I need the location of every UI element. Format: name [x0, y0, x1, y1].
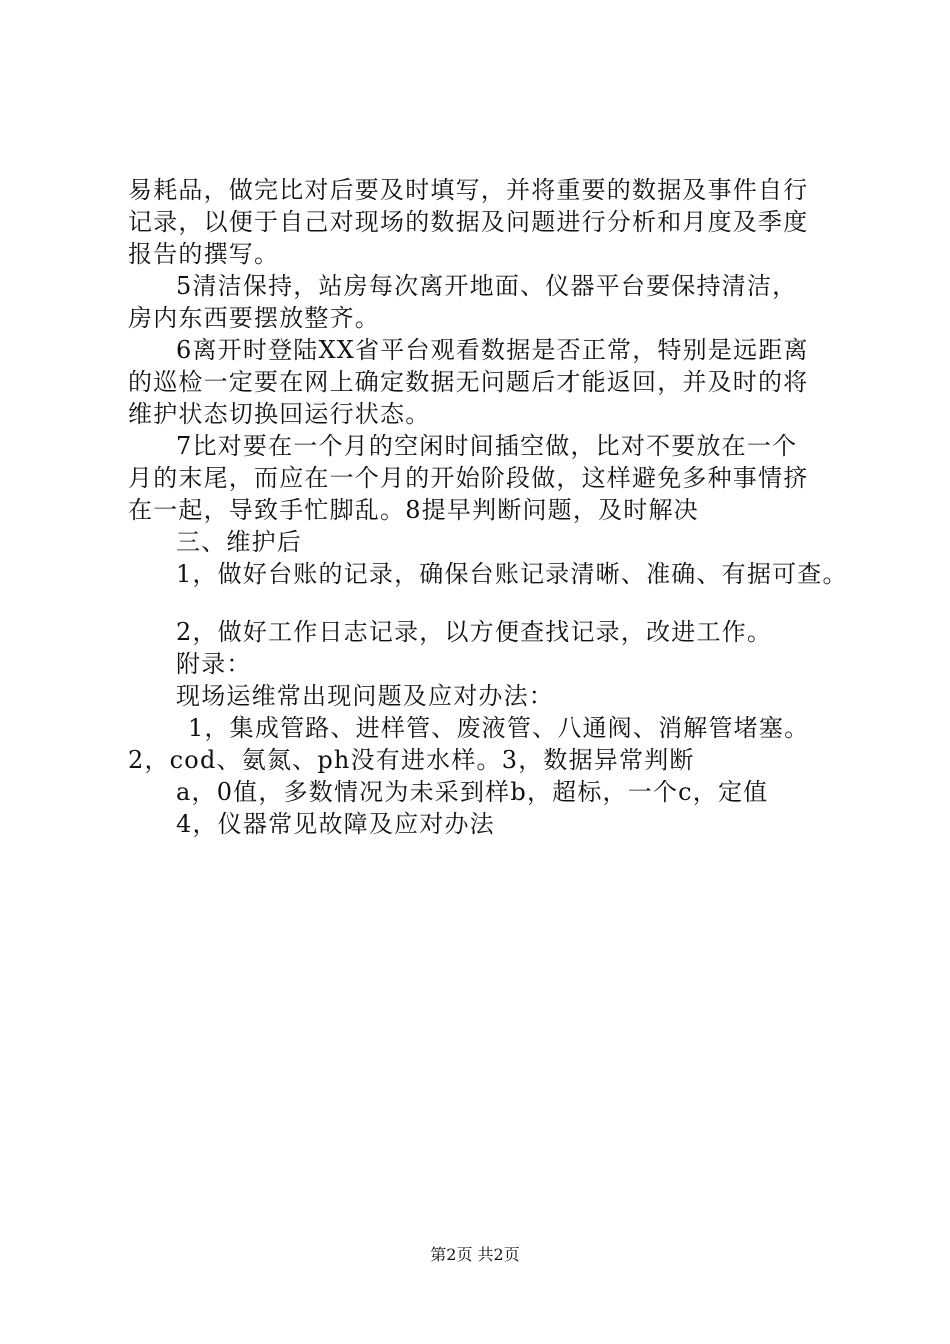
body-line-18: 2，cod、氨氮、ph没有进水样。3，数据异常判断 — [128, 746, 695, 774]
body-line-4: 5清洁保持，站房每次离开地面、仪器平台要保持清洁， — [176, 272, 798, 300]
body-line-1: 易耗品，做完比对后要及时填写，并将重要的数据及事件自行 — [128, 176, 809, 204]
body-line-13: 1，做好台账的记录，确保台账记录清晰、准确、有据可查。 — [176, 560, 848, 588]
appendix-heading: 附录： — [176, 650, 252, 678]
body-line-2: 记录，以便于自己对现场的数据及问题进行分析和月度及季度 — [128, 208, 809, 236]
body-line-20: 4，仪器常见故障及应对办法 — [176, 810, 495, 838]
body-line-10: 月的末尾，而应在一个月的开始阶段做，这样避免多种事情挤 — [128, 464, 809, 492]
body-line-9: 7比对要在一个月的空闲时间插空做，比对不要放在一个 — [176, 432, 798, 460]
body-line-7: 的巡检一定要在网上确定数据无问题后才能返回，并及时的将 — [128, 368, 809, 396]
body-line-3: 报告的撰写。 — [128, 240, 280, 268]
body-line-6: 6离开时登陆XX省平台观看数据是否正常，特别是远距离 — [176, 336, 809, 364]
page-number-footer: 第2页 共2页 — [430, 1245, 520, 1264]
body-line-14: 2，做好工作日志记录，以方便查找记录，改进工作。 — [176, 618, 773, 646]
body-line-11: 在一起，导致手忙脚乱。8提早判断问题，及时解决 — [128, 496, 699, 524]
section-heading-after-maintenance: 三、维护后 — [176, 528, 302, 556]
body-line-16: 现场运维常出现问题及应对办法： — [176, 682, 554, 710]
body-line-19: a，0值，多数情况为未采到样b，超标，一个c，定值 — [176, 778, 769, 806]
body-line-8: 维护状态切换回运行状态。 — [128, 400, 431, 428]
body-line-5: 房内东西要摆放整齐。 — [128, 304, 380, 332]
body-line-17: 1，集成管路、进样管、废液管、八通阀、消解管堵塞。 — [188, 714, 810, 742]
